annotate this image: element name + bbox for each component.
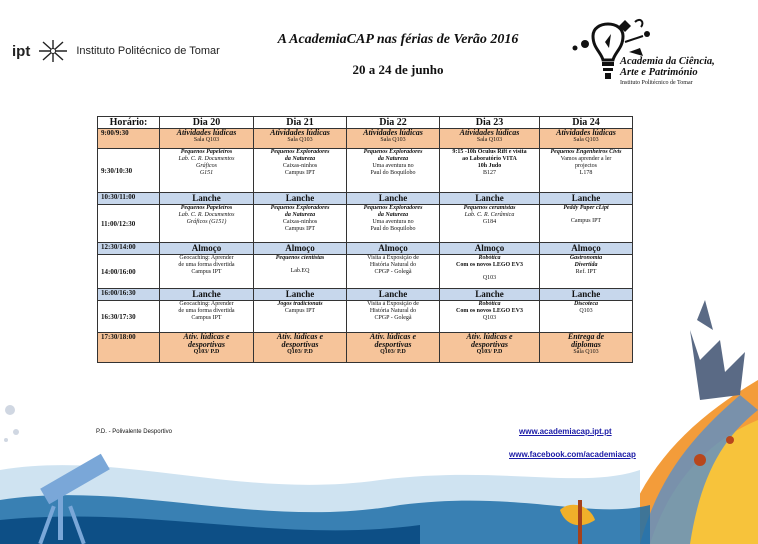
table-row xyxy=(98,129,633,149)
activity-cell: Peddy Paper cLipt Campus IPT xyxy=(540,205,633,243)
break-cell: Lanche xyxy=(540,193,633,205)
break-cell: Almoço xyxy=(160,243,254,255)
activity-cell: Pequenos Engenheiros Civis Vamos aprender a ler projectos L178 xyxy=(540,149,633,193)
break-cell: Lanche xyxy=(347,193,440,205)
activity-cell: Discoteca Q103 xyxy=(540,301,633,333)
header-day: Dia 24 xyxy=(540,117,633,129)
academia-line2: Arte e Património xyxy=(620,67,698,78)
activity-cell: Robótica Com os novos LEGO EV3 Q103 xyxy=(440,255,540,289)
time-cell: 12:30/14:00 xyxy=(98,243,160,255)
time-cell: 14:00/16:00 xyxy=(98,255,160,289)
facebook-link[interactable]: www.facebook.com/academiacap xyxy=(509,450,636,459)
time-cell: 9:00/9:30 xyxy=(98,129,160,149)
activity-cell: Jogos tradicionais Campus IPT xyxy=(254,301,347,333)
table-row xyxy=(98,205,633,243)
ipt-star-icon xyxy=(35,38,71,64)
activity-cell: Geocaching: Aprender de uma forma divertida Campus IPT xyxy=(160,255,254,289)
activity-cell: Pequenos Papeleiros Lab. C. R. Documentos Gráficos (G151) xyxy=(160,205,254,243)
activity-cell: Pequenos cientistas Lab.EQ xyxy=(254,255,347,289)
schedule-table xyxy=(97,116,633,363)
break-cell: Lanche xyxy=(254,193,347,205)
header-day: Dia 20 xyxy=(160,117,254,129)
activity-cell: Atividades lúdicas Sala Q103 xyxy=(347,129,440,149)
academiacap-website-link[interactable]: www.academiacap.ipt.pt xyxy=(519,427,612,436)
activity-cell: Pequenos ceramistas Lab. C. R. Cerâmica G184 xyxy=(440,205,540,243)
table-row xyxy=(98,333,633,363)
activity-cell: Visita à Exposição de História Natural do CPGP - Golegã xyxy=(347,301,440,333)
table-row xyxy=(98,301,633,333)
activity-cell: Robótica Com os novos LEGO EV3 Q103 xyxy=(440,301,540,333)
time-cell: 16:00/16:30 xyxy=(98,289,160,301)
break-cell: Lanche xyxy=(160,193,254,205)
activity-cell: Ativ. lúdicas e desportivas Q103/ P.D xyxy=(347,333,440,363)
time-cell: 10:30/11:00 xyxy=(98,193,160,205)
time-cell: 9:30/10:30 xyxy=(98,149,160,193)
page-title: A AcademiaCAP nas férias de Verão 2016 xyxy=(277,32,519,47)
activity-cell: 9:15 -10h Oculus Rift e visita ao Laboratório VITA 10h Judo B127 xyxy=(440,149,540,193)
header-day: Dia 22 xyxy=(347,117,440,129)
activity-cell: Geocaching: Aprender de uma forma divertida Campus IPT xyxy=(160,301,254,333)
academia-line3: Instituto Politécnico de Tomar xyxy=(620,80,693,86)
break-cell: Lanche xyxy=(440,289,540,301)
activity-cell: Atividades lúdicas Sala Q103 xyxy=(540,129,633,149)
activity-cell: Atividades lúdicas Sala Q103 xyxy=(440,129,540,149)
activity-cell: Visita à Exposição de História Natural do CPGP - Golegã xyxy=(347,255,440,289)
activity-cell: Gastronomia Divertida Ref. IPT xyxy=(540,255,633,289)
ipt-name: Instituto Politécnico de Tomar xyxy=(76,45,220,57)
activity-cell: Atividades lúdicas Sala Q103 xyxy=(254,129,347,149)
activity-cell: Pequenos Papeleiros Lab. C. R. Documentos Gráficos G151 xyxy=(160,149,254,193)
table-row xyxy=(98,289,633,301)
break-cell: Lanche xyxy=(254,289,347,301)
academia-logo-text xyxy=(620,56,715,89)
table-row xyxy=(98,193,633,205)
activity-cell: Pequenos Exploradores da Natureza Caixas-ninhos Campus IPT xyxy=(254,149,347,193)
break-cell: Almoço xyxy=(254,243,347,255)
time-cell: 16:30/17:30 xyxy=(98,301,160,333)
header-day: Dia 23 xyxy=(440,117,540,129)
ipt-logo xyxy=(12,38,220,64)
table-row xyxy=(98,149,633,193)
break-cell: Lanche xyxy=(540,289,633,301)
pd-footnote: P.D. - Polivalente Desportivo xyxy=(96,429,172,435)
activity-cell: Entrega de diplomas Sala Q103 xyxy=(540,333,633,363)
activity-cell: Pequenos Exploradores da Natureza Caixas-ninhos Campus IPT xyxy=(254,205,347,243)
academia-line1: Academia da Ciência, xyxy=(620,56,715,67)
page-subtitle: 20 a 24 de junho xyxy=(352,62,444,77)
header-day: Dia 21 xyxy=(254,117,347,129)
time-cell: 11:00/12:30 xyxy=(98,205,160,243)
activity-cell: Ativ. lúdicas e desportivas Q103/ P.D xyxy=(160,333,254,363)
activity-cell: Pequenos Exploradores da Natureza Uma aventura no Paul do Boquilobo xyxy=(347,205,440,243)
activity-cell: Ativ. lúdicas e desportivas Q103/ P.D xyxy=(440,333,540,363)
break-cell: Almoço xyxy=(540,243,633,255)
activity-cell: Atividades lúdicas Sala Q103 xyxy=(160,129,254,149)
activity-cell: Ativ. lúdicas e desportivas Q103/ P.D xyxy=(254,333,347,363)
break-cell: Almoço xyxy=(347,243,440,255)
ipt-short-label: ipt xyxy=(12,42,31,60)
table-row xyxy=(98,243,633,255)
header-time: Horário: xyxy=(98,117,160,129)
break-cell: Almoço xyxy=(440,243,540,255)
break-cell: Lanche xyxy=(440,193,540,205)
table-row xyxy=(98,255,633,289)
break-cell: Lanche xyxy=(160,289,254,301)
time-cell: 17:30/18:00 xyxy=(98,333,160,363)
activity-cell: Pequenos Exploradores da Natureza Uma aventura no Paul do Boquilobo xyxy=(347,149,440,193)
break-cell: Lanche xyxy=(347,289,440,301)
table-header-row xyxy=(98,117,633,129)
